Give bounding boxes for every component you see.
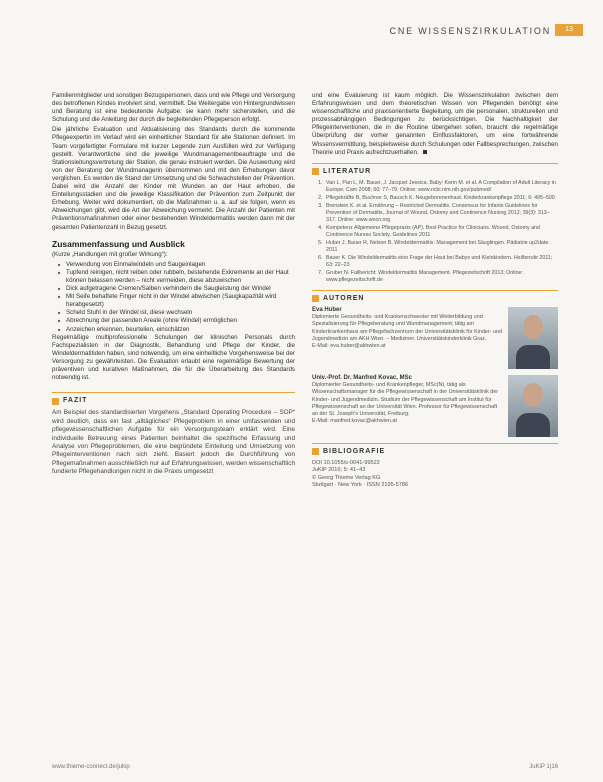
author-entry xyxy=(312,375,558,437)
end-mark-icon xyxy=(423,150,427,154)
author-photo xyxy=(508,375,558,437)
square-icon xyxy=(312,448,319,455)
author-name: Eva Huber xyxy=(312,306,342,313)
list-item: ■ Tupfend reinigen, nicht reiben oder rubbeln, bestehende Exkremente an der Haut können belassen werden – nicht vermeiden, diese abzuwischen xyxy=(60,269,295,285)
reference-item: 5. Huber J, Bauer R, Nelson B. Windeldermatitis: Management bei Säuglingen. Pädiatrie up2date. 2011 xyxy=(324,240,558,254)
reference-item: 7. Gruber N. Fallbericht: Windeldermatitis Management. Pflegezeitschrift 2013; Online: www.pflegezeitschrift.de xyxy=(324,270,558,284)
author-email: E-Mail: manfred.kovac@akhwien.at xyxy=(312,418,397,425)
reference-item: 1. Van L, Pan L, M. Bauer, J. Jacquet Jessica. Baby: Kerin M. et al. A Compilation of Adult Literacy in Europe, Cam 2008; 60: 77–79. Online: www.ncbi.nlm.nih.gov/pubmed/ xyxy=(324,180,558,194)
fazit-text: Am Beispiel des standardisierten Vorgehens „Standard Operating Procedure – SOP“ wird deutlich, dass ein fast „alltägliches“ Pflegeproblem in einer umfassenden und pflegewissenschaftlichen Aufgabe für ein Versorgungsteam erklärt wird. Eine individuelle Betreuung eines Patienten beinhaltet die spezifische Erfassung und Analyse von Pflegeproblemen, die eine begründete Einteilung und Umsetzung von Pflegeinterventionen nach sich zieht. Basiert jedoch die Durchführung von Pflegemaßnahmen ausschließlich nur auf Erfahrungswissen, werden wissenschaftlich fundierte Pflegehandlungen nicht in die Praxis umgesetzt xyxy=(52,409,295,476)
bibliografie-heading xyxy=(312,448,558,456)
list-item: ■ Abrechnung der passenden Areale (ohne Windel) ermöglichen xyxy=(60,317,295,325)
biblio-line: DOI 10.1055/s-0041-99522 xyxy=(312,460,380,467)
summary-intro: (Kurze „Handlungen mit großer Wirkung“): xyxy=(52,250,168,258)
footer-url: www.thieme-connect.de/jukip xyxy=(52,764,130,770)
biblio-line: © Georg Thieme Verlag KG xyxy=(312,474,381,481)
list-item: ■ Verwendung von Einmalwindeln und Saugeinlagen xyxy=(60,261,295,269)
left-column xyxy=(52,92,295,479)
square-icon xyxy=(52,398,59,405)
autoren-box xyxy=(312,290,558,437)
author-photo xyxy=(508,307,558,369)
bullet-list xyxy=(52,261,295,334)
autoren-label: AUTOREN xyxy=(323,294,365,302)
reference-item: 2. Pflegekräfte B, Buchner S, Bausch K. Neugeborenenhaut. Kinderkrankenpflege 2011; 6: 495–500 xyxy=(324,195,558,202)
closing-paragraph: Regelmäßige multiprofessionelle Schulungen der klinischen Personals durch Fachspezialisten in der Diagnostik, Behandlung und Pflege der Kinder, die Windeldermatitiden haben, sind notwendig, um eine einheitliche Vorgehensweise bei der Versorgung zu gewährleisten. Die Evaluation erlaubt eine regelmäßige Bewertung der präventiven und kurativen Maßnahmen, die für die Überarbeitung des Standards notwendig ist. xyxy=(52,333,295,382)
bibliografie-box xyxy=(312,443,558,490)
summary-heading: Zusammenfassung und Ausblick xyxy=(52,238,185,249)
list-item: ■ Dick aufgetragene Cremen/Salben verhindern die Saugleistung der Windel xyxy=(60,285,295,293)
literatur-box xyxy=(312,163,558,284)
footer-page: JuKiP 1|16 xyxy=(529,764,558,770)
author-entry xyxy=(312,307,558,369)
paragraph: Familienmitglieder und sonstigen Bezugspersonen, dass und wie Pflege und Versorgung des betroffenen Kindes involviert sind, vermittelt. Die Weitergabe von Hintergrundwissen und Beratung ist eine bedeutende Aufgabe: sie kann mehr sicherstellen, und die Schulung und die Anleitung der durch die begleitenden Pflegeperson erfolgt. xyxy=(52,92,295,124)
autoren-heading xyxy=(312,295,558,303)
biblio-line: JuKiP 2016; 5: 41–43 xyxy=(312,467,366,474)
biblio-line: Stuttgart · New York · ISSN 2195-5786 xyxy=(312,482,409,489)
square-icon xyxy=(312,295,319,302)
bibliografie-label: BIBLIOGRAFIE xyxy=(323,447,386,455)
reference-item: 6. Bauer K. Die Windeldermatitis eine Frage der Haut bei Babys und Kleinkindern. Heilberufe 2011; 63: 22–23 xyxy=(324,255,558,269)
author-name: Univ.-Prof. Dr. Manfred Kovac, MSc xyxy=(312,374,412,381)
page-tab: 13 xyxy=(555,24,583,36)
literatur-heading xyxy=(312,168,558,176)
intro-paragraph: und eine Evaluierung ist kaum möglich. Die Wissenszirkulation zwischen dem Erfahrungswissen und dem theoretischen Wissen von Pflegenden benötigt eine wissenschaftliche und praxisorientierte Begleitung, um die personalen, strukturellen und prozessabhängigen Bedingungen zu berücksichtigen. Die Nachhaltigkeit der Pflegeinterventionen, die in die Routine übergehen sollen, braucht die regelmäßige Überprüfung der vorher genannten Einflussfaktoren, um eine fortwährende Wissensvermittlung, beispielsweise durch Schulungen oder Fallbesprechungen, zwischen Theorie und Praxis aufrechtzuerhalten. xyxy=(312,92,558,156)
page-header xyxy=(0,0,603,40)
author-bio: Diplomierte Gesundheits- und Krankenschwester mit Weiterbildung und Spezialisierung für Pflegeberatung und Wundmanagement; tätig am Kinderkrankenhaus am Pflegefachzentrum der Universitätsklinik für Kinder- und Jugendmedizin am AKH Wien. – Mediziner. Universitätskinderklinik Graz. xyxy=(312,314,502,342)
reference-list xyxy=(312,180,558,284)
bibliografie-text xyxy=(312,460,558,490)
list-item: ■ Anzeichen erkennen, beurteilen, einschätzen xyxy=(60,326,295,334)
fazit-label: FAZIT xyxy=(63,397,88,405)
author-email: E-Mail: eva.huber@akhwien.at xyxy=(312,342,386,349)
right-column xyxy=(312,92,558,490)
paragraph: Die jährliche Evaluation und Aktualisierung des Standards durch die kommende Pflegeexpertin im Verlauf wird ein einheitlicher Standard für alle Stationen definiert. Im Team vorgefertigter Formulare mit kurzer Legende zum Ausfüllen wird zur Verfügung gestellt. Verantwortliche sind die jeweilige Wundmanagementbeauftragte und die Stationsleitungsvertretung der Station, die genau instruiert werden. Die Auswertung wird von der Beratung der Wundmanagerin übernommen und mit den Erhebungen davor verglichen. Es werden die Stand der Umsetzung und die Schwachstellen der Prävention. Dabei wird die Anzahl der Kinder mit Wunden an der Haut erhoben, die Einteilungsstadien und die jeweilige Klassifikation der Prävention zum Zeitpunkt der Erhebung. Weiter wird dokumentiert, ob die Maßnahmen u. a. auf sie folgen, wenn es Abweichungen gibt, wird die Art der Abweichung vermerkt. Die Anzahl der Patienten mit Präventionsmaßnahmen oder einer bestehenden Windeldermatitis werden dann mit der gesamten Patientenzahl in Bezug gesetzt. xyxy=(52,126,295,231)
list-item: ■ Mit Seife behaftete Finger nicht in der Windel abwischen (Saugkapazität wird herabgesetzt) xyxy=(60,293,295,309)
literatur-label: LITERATUR xyxy=(323,167,372,175)
author-bio: Diplomierter Gesundheits- und Krankenpfleger, MSc(N), tätig als Wissenschaftsmanager für die Pflegewissenschaft in der Universitätsklinik der Kinder- und Jugendmedizin. Studium der Pflegewissenschaft am Institut für Pflegewissenschaft an der Universität Wien. Professor für Pflegewissenschaft an der St. Joseph's Universität, Freiburg. xyxy=(312,382,499,417)
fazit-box xyxy=(52,392,295,476)
reference-item: 3. Brenstein K. et al. Ernährung – Restricted Dermatitis. Consensus for Infants Guidelines for Prevention of Dermatitis, Journal of Wound, Ostomy and Continence Nursing 2012; 39(3): 313–317. Online: www.wocn.org xyxy=(324,203,558,224)
fazit-heading xyxy=(52,397,295,405)
reference-item: 4. Kompetenz Allgemeine Pflegepraxis (AP). Best Practice for Clinicians. Wound, Ostomy and Continence Nurses Society. Guidelines 2011 xyxy=(324,225,558,239)
list-item: ■ Scheld Stuhl in der Windel ist, diese wechseln xyxy=(60,309,295,317)
square-icon xyxy=(312,168,319,175)
section-title: CNE WISSENSZIRKULATION xyxy=(389,26,551,36)
